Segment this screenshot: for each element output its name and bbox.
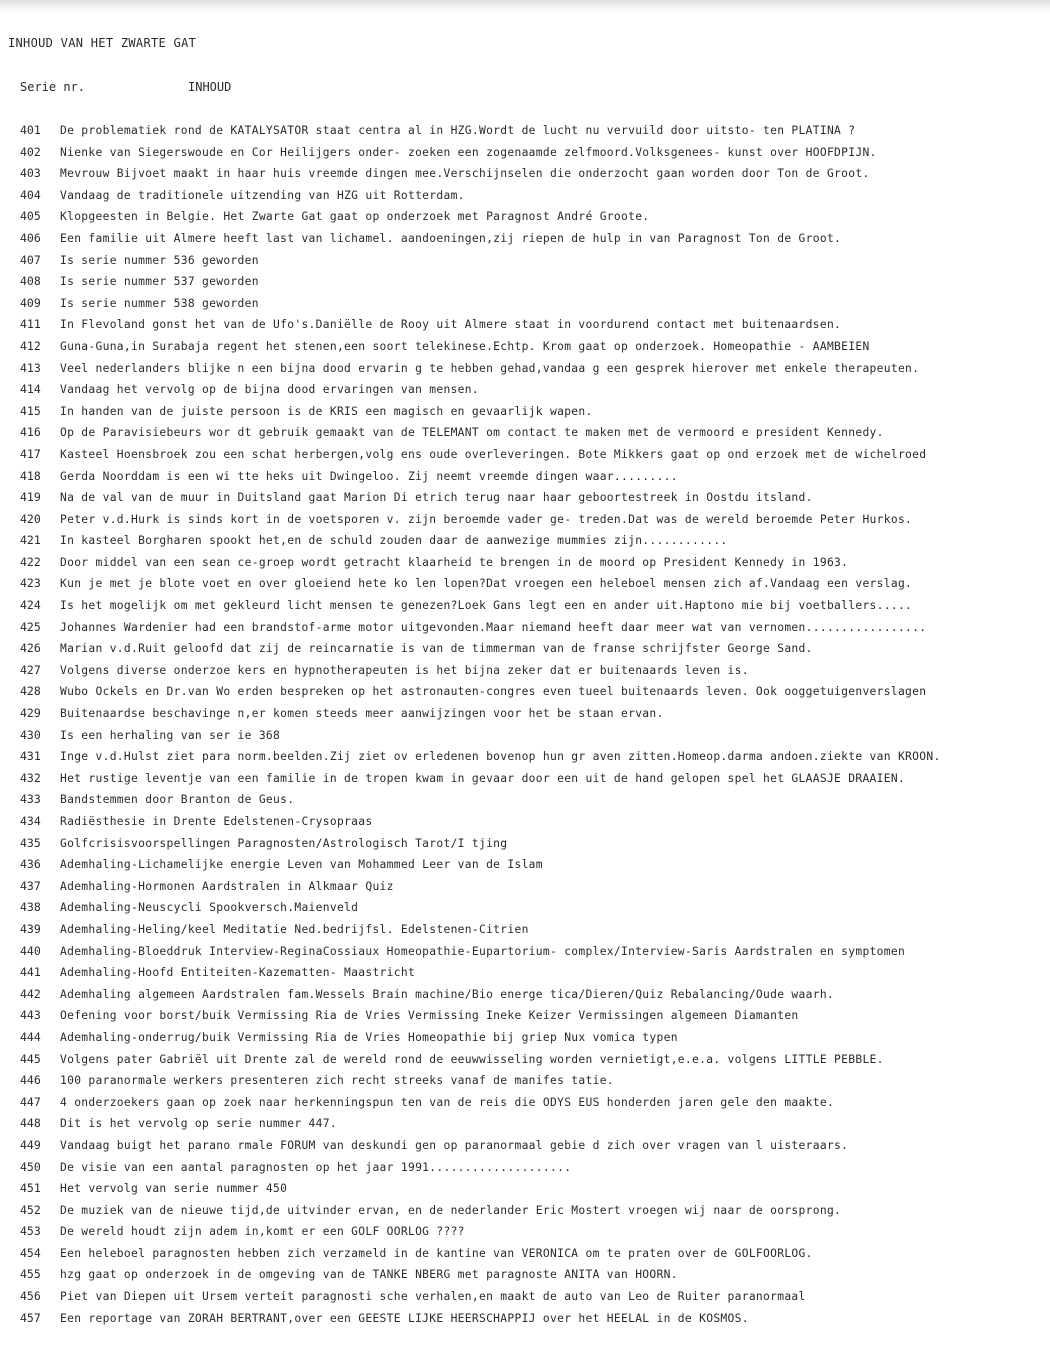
episode-description: De problematiek rond de KATALYSATOR staat centra al in HZG.Wordt de lucht nu vervuild door uitsto- ten PLATINA ? xyxy=(60,124,856,137)
list-item xyxy=(0,228,1050,250)
serie-number: 431 xyxy=(20,749,41,764)
serie-number: 412 xyxy=(20,338,41,353)
episode-description: Ademhaling-Lichamelijke energie Leven van Mohammed Leer van de Islam xyxy=(60,858,543,872)
episode-description: Een reportage van ZORAH BERTRANT,over een GEESTE LIJKE HEERSCHAPPIJ over het HEELAL in de KOSMOS. xyxy=(60,1311,749,1325)
episode-description: Een heleboel paragnosten hebben zich verzameld in de kantine van VERONICA om te praten over de GOLFOORLOG. xyxy=(60,1246,813,1260)
episode-description: De muziek van de nieuwe tijd,de uitvinder ervan, en de nederlander Eric Mostert vroegen wij naar de oorsprong. xyxy=(60,1203,842,1217)
serie-number: 443 xyxy=(20,1008,41,1023)
serie-nr-header: Serie nr. xyxy=(20,80,86,94)
serie-number: 438 xyxy=(20,900,41,915)
serie-number: 430 xyxy=(20,727,41,742)
list-item xyxy=(0,1049,1050,1071)
serie-number: 421 xyxy=(20,533,41,548)
serie-number: 449 xyxy=(20,1137,41,1152)
list-item xyxy=(0,314,1050,336)
episode-description: Vandaag het vervolg op de bijna dood ervaringen van mensen. xyxy=(60,383,479,397)
scan-shadow-edge xyxy=(0,0,1050,14)
serie-number: 426 xyxy=(20,641,41,656)
list-item xyxy=(0,897,1050,919)
episode-description: Ademhaling-Hoofd Entiteiten-Kazematten- Maastricht xyxy=(60,966,416,980)
list-item xyxy=(0,962,1050,984)
episode-description: Door middel van een sean ce-groep wordt getracht klaarheid te brengen in de moord op President Kennedy in 1963. xyxy=(60,555,849,569)
serie-number: 436 xyxy=(20,857,41,872)
list-item xyxy=(0,1243,1050,1265)
episode-description: Ademhaling-Neuscycli Spookversch.Maienveld xyxy=(60,901,359,915)
list-item xyxy=(0,941,1050,963)
episode-description: Veel nederlanders blijke n een bijna dood ervarin g te hebben gehad,vandaa g een gesprek hierover met enkele therapeuten. xyxy=(60,361,920,375)
serie-number: 411 xyxy=(20,317,41,332)
episode-description: Ademhaling-onderrug/buik Vermissing Ria de Vries Homeopathie bij griep Nux vomica typen xyxy=(60,1030,678,1044)
serie-number: 422 xyxy=(20,554,41,569)
list-item xyxy=(0,379,1050,401)
list-item xyxy=(0,984,1050,1006)
serie-number: 454 xyxy=(20,1245,41,1260)
episode-description: Kasteel Hoensbroek zou een schat herbergen,volg ens oude overleveringen. Bote Mikkers gaat op ond erzoek met de wichelroed xyxy=(60,447,927,461)
episode-description: Klopgeesten in Belgie. Het Zwarte Gat gaat op onderzoek met Paragnost André Groote. xyxy=(60,210,650,224)
episode-description: De wereld houdt zijn adem in,komt er een GOLF OORLOG ???? xyxy=(60,1225,465,1239)
list-item xyxy=(0,509,1050,531)
serie-number: 415 xyxy=(20,403,41,418)
serie-number: 432 xyxy=(20,770,41,785)
episode-description: In kasteel Borgharen spookt het,en de schuld zouden daar de aanwezige mummies zijn............ xyxy=(60,534,728,548)
list-item xyxy=(0,466,1050,488)
episode-description: Een familie uit Almere heeft last van lichamel. aandoeningen,zij riepen de hulp in van Paragnost Ton de Groot. xyxy=(60,231,842,245)
serie-number: 448 xyxy=(20,1116,41,1131)
episode-description: Is serie nummer 536 geworden xyxy=(60,253,259,267)
episode-description: Inge v.d.Hulst ziet para norm.beelden.Zij ziet ov erledenen bovenop hun gr aven zitten.Homeop.darma andoen.ziekte van KROON. xyxy=(60,750,941,764)
list-item xyxy=(0,1286,1050,1308)
list-item xyxy=(0,142,1050,164)
list-item xyxy=(0,1157,1050,1179)
list-item xyxy=(0,919,1050,941)
episode-description: De visie van een aantal paragnosten op het jaar 1991.................... xyxy=(60,1160,572,1174)
serie-number: 404 xyxy=(20,187,41,202)
episode-description: Piet van Diepen uit Ursem verteit paragnosti sche verhalen,en maakt de auto van Leo de Ruiter paranormaal xyxy=(60,1290,806,1304)
serie-number: 419 xyxy=(20,490,41,505)
list-item xyxy=(0,617,1050,639)
episode-description: Wubo Ockels en Dr.van Wo erden bespreken op het astronauten-congres even tueel buitenaards leven. Ook ooggetuigenverslagen xyxy=(60,685,927,699)
serie-number: 452 xyxy=(20,1202,41,1217)
episode-description: Radiësthesie in Drente Edelstenen-Crysopraas xyxy=(60,815,373,828)
serie-number: 447 xyxy=(20,1094,41,1109)
episode-description: In handen van de juiste persoon is de KRIS een magisch en gevaarlijk wapen. xyxy=(60,404,593,418)
serie-number: 446 xyxy=(20,1073,41,1088)
list-item xyxy=(0,681,1050,703)
list-item xyxy=(0,1178,1050,1200)
serie-number: 433 xyxy=(20,792,41,807)
episode-description: Gerda Noorddam is een wi tte heks uit Dwingeloo. Zij neemt vreemde dingen waar......... xyxy=(60,469,678,483)
episode-description: Marian v.d.Ruit geloofd dat zij de reincarnatie is van de timmerman van de franse schrijfster George Sand. xyxy=(60,642,813,656)
episode-description: Guna-Guna,in Surabaja regent het stenen,een soort telekinese.Echtp. Krom gaat op onderzoek. Homeopathie - AAMBEIEN xyxy=(60,339,870,353)
list-item xyxy=(0,422,1050,444)
list-item xyxy=(0,1135,1050,1157)
episode-description: Nienke van Siegerswoude en Cor Heilijgers onder- zoeken een zogenaamde zelfmoord.Volksgenees- kunst over HOOFDPIJN. xyxy=(60,145,877,159)
serie-number: 401 xyxy=(20,123,41,137)
list-item xyxy=(0,746,1050,768)
serie-number: 440 xyxy=(20,943,41,958)
serie-number: 434 xyxy=(20,814,41,828)
serie-number: 429 xyxy=(20,706,41,721)
list-item xyxy=(0,854,1050,876)
episode-description: Volgens pater Gabriël uit Drente zal de wereld rond de eeuwwisseling worden vernietigt,e.e.a. volgens LITTLE PEBBLE. xyxy=(60,1052,884,1066)
serie-number: 403 xyxy=(20,166,41,181)
serie-number: 435 xyxy=(20,835,41,850)
episode-description: Ademhaling-Bloeddruk Interview-ReginaCossiaux Homeopathie-Eupartorium- complex/Interview-Saris Aardstralen en symptomen xyxy=(60,944,906,958)
serie-number: 406 xyxy=(20,230,41,245)
list-item xyxy=(0,595,1050,617)
episode-description: Vandaag buigt het parano rmale FORUM van deskundi gen op paranormaal gebie d zich over vragen van l uisteraars. xyxy=(60,1138,849,1152)
serie-number: 453 xyxy=(20,1224,41,1239)
list-item xyxy=(0,185,1050,207)
list-item xyxy=(0,293,1050,315)
serie-number: 442 xyxy=(20,986,41,1001)
serie-number: 427 xyxy=(20,662,41,677)
episode-description: Johannes Wardenier had een brandstof-arme motor uitgevonden.Maar niemand heeft daar meer wat van vernomen................. xyxy=(60,620,927,634)
serie-number: 405 xyxy=(20,209,41,224)
list-item xyxy=(0,444,1050,466)
list-item xyxy=(0,206,1050,228)
list-item xyxy=(0,1070,1050,1092)
list-item xyxy=(0,163,1050,185)
serie-number: 445 xyxy=(20,1051,41,1066)
episode-description: hzg gaat op onderzoek in de omgeving van de TANKE NBERG met paragnoste ANITA van HOORN. xyxy=(60,1268,678,1282)
episode-description: Is serie nummer 538 geworden xyxy=(60,296,259,310)
serie-number: 408 xyxy=(20,274,41,289)
episode-description: Peter v.d.Hurk is sinds kort in de voetsporen v. zijn beroemde vader ge- treden.Dat was de wereld beroemde Peter Hurkos. xyxy=(60,512,913,526)
episode-description: Het rustige leventje van een familie in de tropen kwam in gevaar door een uit de hand gelopen spel het GLAASJE DRAAIEN. xyxy=(60,771,906,785)
serie-number: 417 xyxy=(20,446,41,461)
episode-description: Ademhaling-Hormonen Aardstralen in Alkmaar Quiz xyxy=(60,879,394,893)
list-item xyxy=(0,660,1050,682)
serie-number: 402 xyxy=(20,144,41,159)
episode-description: Golfcrisisvoorspellingen Paragnosten/Astrologisch Tarot/I tjing xyxy=(60,836,508,850)
serie-number: 416 xyxy=(20,425,41,440)
serie-number: 420 xyxy=(20,511,41,526)
list-item xyxy=(0,1221,1050,1243)
episode-description: Volgens diverse onderzoe kers en hypnotherapeuten is het bijna zeker dat er buitenaards leven is. xyxy=(60,663,749,677)
list-item xyxy=(0,530,1050,552)
episode-description: Is serie nummer 537 geworden xyxy=(60,275,259,289)
episode-description: 4 onderzoekers gaan op zoek naar herkenningspun ten van de reis die ODYS EUS honderden jaren gele den maakte. xyxy=(60,1095,835,1109)
list-item xyxy=(0,250,1050,272)
list-item xyxy=(0,768,1050,790)
episode-description: Is het mogelijk om met gekleurd licht mensen te genezen?Loek Gans legt een en ander uit.Haptono mie bij voetballers..... xyxy=(60,599,913,613)
list-item xyxy=(0,1005,1050,1027)
column-header xyxy=(20,80,232,94)
serie-number: 428 xyxy=(20,684,41,699)
serie-number: 455 xyxy=(20,1267,41,1282)
episode-description: Op de Paravisiebeurs wor dt gebruik gemaakt van de TELEMANT om contact te maken met de vermoord e president Kennedy. xyxy=(60,426,884,440)
episode-description: Het vervolg van serie nummer 450 xyxy=(60,1182,288,1196)
list-item xyxy=(0,1200,1050,1222)
list-item xyxy=(0,336,1050,358)
episode-description: Na de val van de muur in Duitsland gaat Marion Di etrich terug naar haar geboortestreek in Oostdu itsland. xyxy=(60,491,813,505)
list-item xyxy=(0,401,1050,423)
episode-description: Bandstemmen door Branton de Geus. xyxy=(60,793,295,807)
list-item xyxy=(0,271,1050,293)
serie-number: 439 xyxy=(20,921,41,936)
serie-number: 444 xyxy=(20,1029,41,1044)
episode-list xyxy=(0,120,1050,1329)
serie-number: 456 xyxy=(20,1289,41,1304)
episode-description: Ademhaling algemeen Aardstralen fam.Wessels Brain machine/Bio energe tica/Dieren/Quiz Rebalancing/Oude waarh. xyxy=(60,987,835,1001)
list-item xyxy=(0,725,1050,747)
serie-number: 418 xyxy=(20,468,41,483)
episode-description: Vandaag de traditionele uitzending van HZG uit Rotterdam. xyxy=(60,188,465,202)
list-item xyxy=(0,1092,1050,1114)
list-item xyxy=(0,811,1050,833)
list-item xyxy=(0,638,1050,660)
serie-number: 424 xyxy=(20,598,41,613)
inhoud-header: INHOUD xyxy=(188,80,232,94)
list-item xyxy=(0,573,1050,595)
serie-number: 423 xyxy=(20,576,41,591)
document-title: INHOUD VAN HET ZWARTE GAT xyxy=(8,36,197,50)
serie-number: 450 xyxy=(20,1159,41,1174)
serie-number: 409 xyxy=(20,295,41,310)
episode-description: Ademhaling-Heling/keel Meditatie Ned.bedrijfsl. Edelstenen-Citrien xyxy=(60,922,529,936)
serie-number: 451 xyxy=(20,1181,41,1196)
episode-description: Is een herhaling van ser ie 368 xyxy=(60,728,281,742)
list-item xyxy=(0,487,1050,509)
serie-number: 407 xyxy=(20,252,41,267)
serie-number: 441 xyxy=(20,965,41,980)
list-item xyxy=(0,833,1050,855)
episode-description: Buitenaardse beschavinge n,er komen steeds meer aanwijzingen voor het be staan ervan. xyxy=(60,707,664,721)
serie-number: 425 xyxy=(20,619,41,634)
list-item xyxy=(0,1113,1050,1135)
list-item xyxy=(0,789,1050,811)
episode-description: 100 paranormale werkers presenteren zich recht streeks vanaf de manifes tatie. xyxy=(60,1074,614,1088)
serie-number: 457 xyxy=(20,1310,41,1325)
list-item xyxy=(0,1264,1050,1286)
list-item xyxy=(0,358,1050,380)
episode-description: Oefening voor borst/buik Vermissing Ria de Vries Vermissing Ineke Keizer Vermissingen algemeen Diamanten xyxy=(60,1009,799,1023)
list-item xyxy=(0,552,1050,574)
episode-description: Kun je met je blote voet en over gloeiend hete ko len lopen?Dat vroegen een heleboel mensen zich af.Vandaag een verslag. xyxy=(60,577,913,591)
serie-number: 437 xyxy=(20,878,41,893)
list-item xyxy=(0,1308,1050,1330)
list-item xyxy=(0,703,1050,725)
episode-description: Dit is het vervolg op serie nummer 447. xyxy=(60,1117,337,1131)
episode-description: In Flevoland gonst het van de Ufo's.Daniëlle de Rooy uit Almere staat in voordurend contact met buitenaardsen. xyxy=(60,318,842,332)
serie-number: 413 xyxy=(20,360,41,375)
serie-number: 414 xyxy=(20,382,41,397)
list-item xyxy=(0,876,1050,898)
list-item xyxy=(0,1027,1050,1049)
list-item xyxy=(0,120,1050,142)
episode-description: Mevrouw Bijvoet maakt in haar huis vreemde dingen mee.Verschijnselen die onderzocht gaan worden door Ton de Groot. xyxy=(60,167,870,181)
